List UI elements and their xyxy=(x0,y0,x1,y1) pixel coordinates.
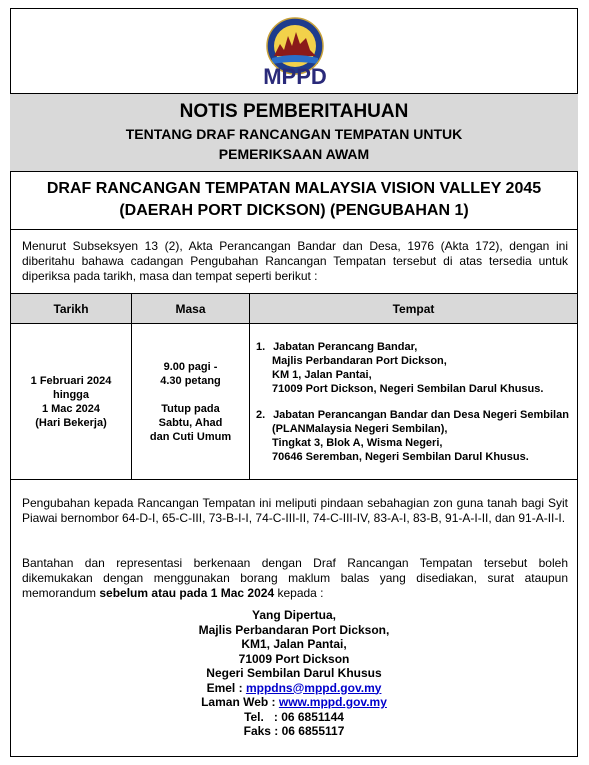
plan-title xyxy=(10,172,578,230)
header-time: Masa xyxy=(132,294,250,324)
objection-paragraph xyxy=(22,556,568,601)
place-line: 71009 Port Dickson, Negeri Sembilan Darul Khusus. xyxy=(272,382,544,395)
notice-subtitle-1: TENTANG DRAF RANCANGAN TEMPATAN UNTUK xyxy=(125,126,463,142)
contact-tel xyxy=(10,710,578,725)
place-line: 70646 Seremban, Negeri Sembilan Darul Khusus. xyxy=(272,450,529,463)
web-label: Laman Web : xyxy=(201,695,279,709)
notice-title: NOTIS PEMBERITAHUAN xyxy=(179,101,409,122)
table-row xyxy=(11,324,578,480)
time-cell xyxy=(132,324,250,480)
email-label: Emel : xyxy=(206,680,246,695)
place-line: Jabatan Perancang Bandar, xyxy=(273,340,418,353)
contact-line: KM1, Jalan Pantai, xyxy=(241,637,347,651)
closed-note-1: Tutup pada xyxy=(161,402,220,415)
contact-block xyxy=(10,608,578,739)
objection-tail: kepada : xyxy=(277,586,324,600)
header-place: Tempat xyxy=(250,294,578,324)
amendment-paragraph: Pengubahan kepada Rancangan Tempatan ini meliputi pindaan sebahagian zon guna tanah bagi Syit Piawai bernombor 64-D-I, 65-C-III, 73-B-I-I, 74-C-III-II, 74-C-III-IV, 83-A-I, 83-B, 91-A-I-II, dan 91-A-II-I. xyxy=(22,496,568,525)
fax-value: 06 6855117 xyxy=(281,724,345,738)
place-line: (PLANMalaysia Negeri Sembilan), xyxy=(272,422,448,435)
email-link[interactable]: mppdns@mppd.gov.my xyxy=(245,680,382,695)
place-number: 1. xyxy=(256,340,266,353)
date-cell xyxy=(11,324,132,480)
closed-note-2: Sabtu, Ahad xyxy=(158,416,223,429)
place-line: KM 1, Jalan Pantai, xyxy=(272,368,372,381)
logo-text: MPPD xyxy=(263,64,327,89)
objection-deadline: sebelum atau pada 1 Mac 2024 xyxy=(99,586,275,600)
tel-label: Tel. : xyxy=(244,709,282,724)
plan-title-line-1: DRAF RANCANGAN TEMPATAN MALAYSIA VISION VALLEY 2045 xyxy=(46,180,542,197)
table-header-row xyxy=(11,294,578,324)
list-item xyxy=(256,340,576,396)
contact-line: Yang Dipertua, xyxy=(251,608,337,622)
contact-line: Majlis Perbandaran Port Dickson, xyxy=(198,622,390,637)
objection-text: Bantahan dan representasi berkenaan dengan Draf Rancangan Tempatan tersebut boleh dikemukakan dengan menggunakan borang maklum balas yang disediakan, surat ataupun memorandum xyxy=(22,556,568,600)
tel-value: 06 6851144 xyxy=(281,709,344,724)
place-line: Tingkat 3, Blok A, Wisma Negeri, xyxy=(272,436,443,449)
intro-paragraph: Menurut Subseksyen 13 (2), Akta Perancangan Bandar dan Desa, 1976 (Akta 172), dengan ini diberitahu bahawa cadangan Pengubahan Rancangan Tempatan tersebut di atas tersedia untuk diperiksa pada tarikh, masa dan tempat seperti berikut : xyxy=(22,239,568,283)
schedule-table xyxy=(10,293,578,480)
header-date: Tarikh xyxy=(11,294,132,324)
contact-line: Negeri Sembilan Darul Khusus xyxy=(206,666,382,680)
notice-subtitle-2: PEMERIKSAAN AWAM xyxy=(218,146,370,162)
contact-line: 71009 Port Dickson xyxy=(238,651,350,666)
place-list xyxy=(256,340,576,464)
list-item xyxy=(256,408,576,464)
date-start: 1 Februari 2024 xyxy=(30,374,112,387)
contact-fax xyxy=(10,724,578,739)
place-number: 2. xyxy=(256,408,266,421)
date-end: 1 Mac 2024 xyxy=(41,402,101,415)
contact-web xyxy=(10,695,578,710)
time-start: 9.00 pagi - xyxy=(163,360,218,373)
fax-label: Faks : xyxy=(243,724,282,738)
place-line: Jabatan Perancangan Bandar dan Desa Negeri Sembilan xyxy=(273,408,569,421)
web-link[interactable]: www.mppd.gov.my xyxy=(278,695,387,709)
contact-email xyxy=(10,681,578,696)
closed-note-3: dan Cuti Umum xyxy=(149,430,232,443)
place-cell xyxy=(250,324,578,480)
plan-title-line-2: (DAERAH PORT DICKSON) (PENGUBAHAN 1) xyxy=(119,202,469,219)
mppd-logo xyxy=(252,16,338,96)
header-band xyxy=(10,93,578,172)
time-end: 4.30 petang xyxy=(160,374,221,387)
place-line: Majlis Perbandaran Port Dickson, xyxy=(272,354,447,367)
date-note: (Hari Bekerja) xyxy=(35,416,107,429)
date-until: hingga xyxy=(52,388,90,401)
